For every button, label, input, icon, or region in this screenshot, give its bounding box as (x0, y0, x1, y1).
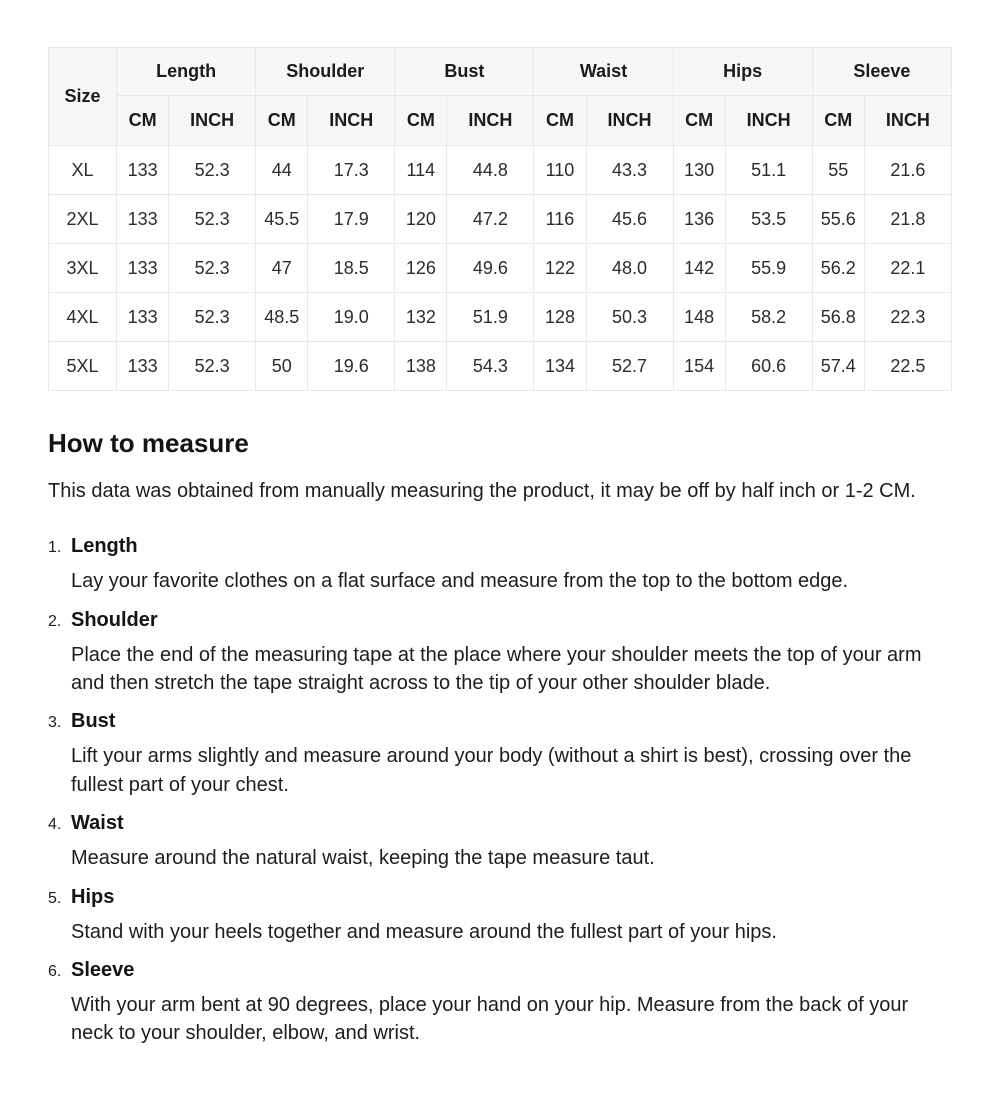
size-cell: 5XL (49, 342, 117, 391)
measurement-cell: 47.2 (447, 195, 534, 244)
measurement-cell: 53.5 (725, 195, 812, 244)
measure-steps-list (48, 535, 952, 1048)
measurement-cell: 58.2 (725, 293, 812, 342)
measurement-cell: 110 (534, 146, 586, 195)
unit-header-cm: CM (256, 96, 308, 146)
step-term: Shoulder (71, 608, 158, 631)
step-description: Place the end of the measuring tape at the place where your shoulder meets the top of your arm and then stretch the tape straight across to the tip of your other shoulder blade. (71, 643, 922, 694)
measurement-cell: 17.3 (308, 146, 395, 195)
step-heading (48, 710, 952, 733)
measure-step (48, 886, 952, 946)
measurement-cell: 22.1 (864, 244, 951, 293)
size-chart-table (48, 47, 952, 391)
measurement-cell: 56.2 (812, 244, 864, 293)
measure-step (48, 609, 952, 698)
measurement-cell: 48.5 (256, 293, 308, 342)
measurement-cell: 22.3 (864, 293, 951, 342)
unit-header-cm: CM (812, 96, 864, 146)
measurement-cell: 52.3 (169, 146, 256, 195)
measurement-cell: 57.4 (812, 342, 864, 391)
measurement-cell: 116 (534, 195, 586, 244)
unit-header-inch: INCH (308, 96, 395, 146)
measurement-cell: 133 (117, 293, 169, 342)
measurement-cell: 21.8 (864, 195, 951, 244)
measurement-cell: 50.3 (586, 293, 673, 342)
how-to-measure-title: How to measure (48, 428, 249, 458)
size-cell: 2XL (49, 195, 117, 244)
step-description: Stand with your heels together and measure around the fullest part of your hips. (71, 920, 777, 943)
measurement-cell: 114 (395, 146, 447, 195)
measurement-cell: 49.6 (447, 244, 534, 293)
measurement-cell: 47 (256, 244, 308, 293)
unit-header-inch: INCH (169, 96, 256, 146)
measurement-cell: 55.9 (725, 244, 812, 293)
measurement-cell: 120 (395, 195, 447, 244)
step-term: Sleeve (71, 958, 135, 981)
measurement-cell: 51.9 (447, 293, 534, 342)
measurement-cell: 44 (256, 146, 308, 195)
measurement-cell: 142 (673, 244, 725, 293)
table-row (49, 244, 952, 293)
measurement-cell: 60.6 (725, 342, 812, 391)
measurement-cell: 55.6 (812, 195, 864, 244)
column-header-hips: Hips (673, 48, 812, 96)
measure-step (48, 710, 952, 799)
column-header-sleeve: Sleeve (812, 48, 951, 96)
table-row (49, 293, 952, 342)
measurement-cell: 138 (395, 342, 447, 391)
measurement-group-row (49, 48, 952, 96)
unit-header-inch: INCH (725, 96, 812, 146)
step-number: 2. (48, 612, 62, 630)
unit-header-cm: CM (117, 96, 169, 146)
step-heading (48, 609, 952, 632)
step-number: 4. (48, 816, 62, 834)
step-term: Hips (71, 885, 115, 908)
measurement-cell: 154 (673, 342, 725, 391)
measurement-cell: 43.3 (586, 146, 673, 195)
measurement-cell: 56.8 (812, 293, 864, 342)
step-number: 1. (48, 539, 62, 557)
measure-step (48, 959, 952, 1048)
measurement-cell: 54.3 (447, 342, 534, 391)
step-term: Bust (71, 710, 116, 733)
unit-header-cm: CM (673, 96, 725, 146)
measurement-cell: 17.9 (308, 195, 395, 244)
measurement-cell: 126 (395, 244, 447, 293)
step-heading (48, 886, 952, 909)
measurement-cell: 133 (117, 195, 169, 244)
step-heading (48, 535, 952, 558)
unit-header-cm: CM (534, 96, 586, 146)
column-header-bust: Bust (395, 48, 534, 96)
measurement-cell: 19.6 (308, 342, 395, 391)
measurement-cell: 52.3 (169, 342, 256, 391)
step-term: Waist (71, 812, 124, 835)
size-cell: 4XL (49, 293, 117, 342)
size-column-header: Size (49, 48, 117, 146)
measurement-cell: 22.5 (864, 342, 951, 391)
measurement-cell: 133 (117, 146, 169, 195)
column-header-length: Length (117, 48, 256, 96)
measurement-cell: 52.3 (169, 195, 256, 244)
measure-step (48, 535, 952, 595)
measurement-cell: 148 (673, 293, 725, 342)
measurement-cell: 21.6 (864, 146, 951, 195)
size-cell: 3XL (49, 244, 117, 293)
measurement-cell: 52.3 (169, 293, 256, 342)
measurement-cell: 50 (256, 342, 308, 391)
step-heading (48, 812, 952, 835)
unit-header-inch: INCH (864, 96, 951, 146)
step-term: Length (71, 535, 138, 558)
step-description: Lay your favorite clothes on a flat surface and measure from the top to the bottom edge. (71, 570, 849, 593)
measurement-cell: 51.1 (725, 146, 812, 195)
measurement-cell: 45.5 (256, 195, 308, 244)
unit-header-cm: CM (395, 96, 447, 146)
column-header-shoulder: Shoulder (256, 48, 395, 96)
measurement-cell: 55 (812, 146, 864, 195)
measurement-cell: 52.3 (169, 244, 256, 293)
size-cell: XL (49, 146, 117, 195)
measurement-cell: 122 (534, 244, 586, 293)
table-row (49, 146, 952, 195)
measurement-cell: 134 (534, 342, 586, 391)
step-number: 3. (48, 714, 62, 732)
table-body (49, 146, 952, 391)
measurement-cell: 18.5 (308, 244, 395, 293)
unit-header-inch: INCH (447, 96, 534, 146)
table-header (49, 48, 952, 146)
measurement-cell: 128 (534, 293, 586, 342)
measurement-cell: 45.6 (586, 195, 673, 244)
step-number: 5. (48, 889, 62, 907)
step-description: Lift your arms slightly and measure around your body (without a shirt is best), crossing over the fullest part of your chest. (71, 745, 912, 796)
table-row (49, 195, 952, 244)
measurement-cell: 44.8 (447, 146, 534, 195)
step-heading (48, 959, 952, 982)
step-description: Measure around the natural waist, keeping the tape measure taut. (71, 847, 655, 870)
step-description: With your arm bent at 90 degrees, place your hand on your hip. Measure from the back of your neck to your shoulder, elbow, and wrist. (71, 993, 909, 1045)
step-number: 6. (48, 962, 62, 980)
measurement-cell: 132 (395, 293, 447, 342)
column-header-waist: Waist (534, 48, 673, 96)
measurement-cell: 19.0 (308, 293, 395, 342)
measurement-cell: 130 (673, 146, 725, 195)
unit-header-row (49, 96, 952, 146)
measurement-cell: 48.0 (586, 244, 673, 293)
measure-intro-text: This data was obtained from manually measuring the product, it may be off by half inch or 1-2 CM. (48, 480, 916, 503)
measurement-cell: 133 (117, 342, 169, 391)
measurement-cell: 52.7 (586, 342, 673, 391)
unit-header-inch: INCH (586, 96, 673, 146)
table-row (49, 342, 952, 391)
measure-step (48, 812, 952, 872)
measurement-cell: 133 (117, 244, 169, 293)
measurement-cell: 136 (673, 195, 725, 244)
